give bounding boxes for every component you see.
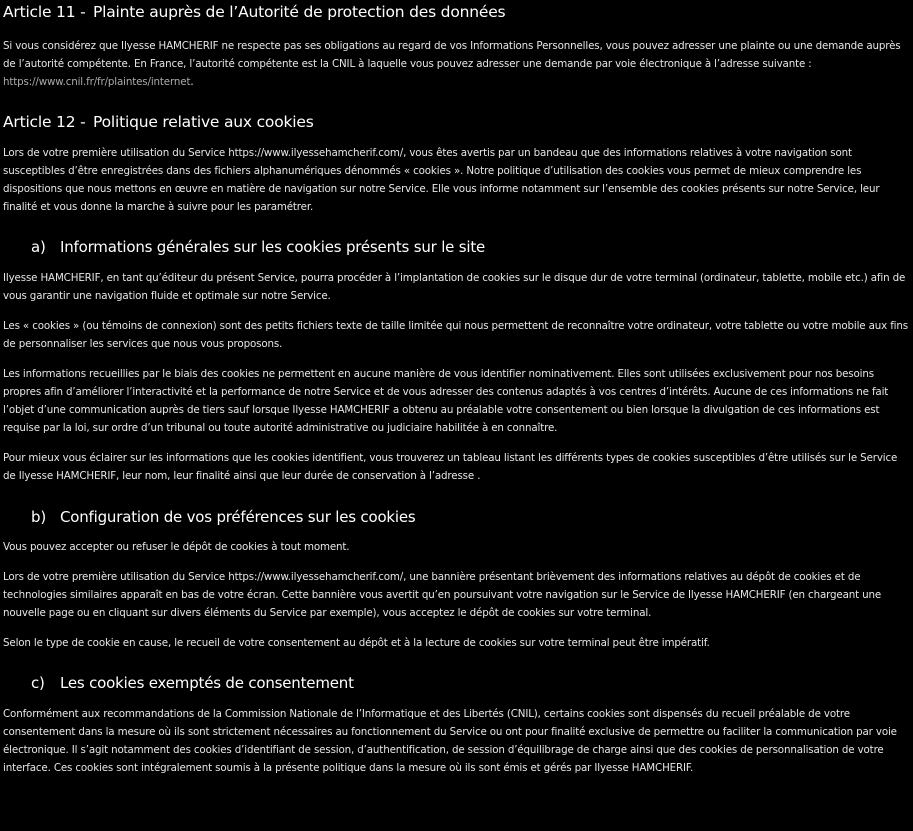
section-b-paragraph-3: Selon le type de cookie en cause, le recueil de votre consentement au dépôt et à la lecture de cookies sur votre terminal peut être impératif. [3, 637, 710, 649]
article-11-number: Article 11 - [3, 3, 86, 21]
section-b-title: Configuration de vos préférences sur les cookies [60, 508, 416, 526]
section-a-number: a) [31, 238, 46, 256]
legal-document [3, 1, 912, 777]
section-b-paragraph-1: Vous pouvez accepter ou refuser le dépôt de cookies à tout moment. [3, 541, 350, 553]
section-c-heading [3, 672, 912, 694]
article-11-text-end: . [190, 76, 194, 88]
section-a-paragraph-2: Les « cookies » (ou témoins de connexion) sont des petits fichiers texte de taille limitée qui nous permettent de reconnaître votre ordinateur, votre tablette ou votre mobile aux fins de personnaliser les services que nous vous proposons. [3, 320, 908, 350]
article-11-heading [3, 1, 912, 23]
article-12-heading [3, 111, 912, 133]
section-a-heading [3, 236, 912, 258]
cnil-complaint-link[interactable]: https://www.cnil.fr/fr/plaintes/internet [3, 76, 191, 88]
section-b-heading [3, 506, 912, 528]
section-b-paragraph-2: Lors de votre première utilisation du Service https://www.ilyessehamcherif.com/, une bannière présentant brièvement des informations relatives au dépôt de cookies et de technologies similaires apparaît en bas de votre écran. Cette bannière vous avertit qu’en poursuivant votre navigation sur le Service de Ilyesse HAMCHERIF (en chargeant une nouvelle page ou en cliquant sur divers éléments du Service par exemple), vous acceptez le dépôt de cookies sur votre terminal. [3, 571, 882, 619]
article-11-paragraph [3, 37, 912, 91]
section-a-title: Informations générales sur les cookies présents sur le site [60, 238, 486, 256]
article-12-number: Article 12 - [3, 113, 86, 131]
section-a-paragraph-4: Pour mieux vous éclairer sur les informations que les cookies identifient, vous trouverez un tableau listant les différents types de cookies susceptibles d’être utilisés sur le Service de Ilyesse HAMCHERIF, leur nom, leur finalité ainsi que leur durée de conservation à l’adresse . [3, 452, 898, 482]
article-12-paragraph: Lors de votre première utilisation du Service https://www.ilyessehamcherif.com/, vous êtes avertis par un bandeau que des informations relatives à votre navigation sont susceptibles d’être enregistrées dans des fichiers alphanumériques dénommés « cookies ». Notre politique d’utilisation des cookies vous permet de mieux comprendre les dispositions que nous mettons en œuvre en matière de navigation sur notre Service. Elle vous informe notamment sur l’ensemble des cookies présents sur notre Service, leur finalité et vous donne la marche à suivre pour les paramétrer. [3, 147, 880, 213]
article-11-text: Si vous considérez que Ilyesse HAMCHERIF ne respecte pas ses obligations au regard de vos Informations Personnelles, vous pouvez adresser une plainte ou une demande auprès de l’autorité compétente. En France, l’autorité compétente est la CNIL à laquelle vous pouvez adresser une demande par voie électronique à l’adresse suivante : [3, 40, 901, 70]
article-11-title: Plainte auprès de l’Autorité de protection des données [93, 3, 506, 21]
section-b-number: b) [31, 508, 46, 526]
article-12-title: Politique relative aux cookies [93, 113, 314, 131]
section-c-paragraph-1: Conformément aux recommandations de la Commission Nationale de l’Informatique et des Libertés (CNIL), certains cookies sont dispensés du recueil préalable de votre consentement dans la mesure où ils sont strictement nécessaires au fonctionnement du Service ou ont pour finalité exclusive de permettre ou faciliter la communication par voie électronique. Il s’agit notamment des cookies d’identifiant de session, d’authentification, de session d’équilibrage de charge ainsi que des cookies de personnalisation de votre interface. Ces cookies sont intégralement soumis à la présente politique dans la mesure où ils sont émis et gérés par Ilyesse HAMCHERIF. [3, 708, 897, 774]
section-a-paragraph-1: Ilyesse HAMCHERIF, en tant qu’éditeur du présent Service, pourra procéder à l’implantation de cookies sur le disque dur de votre terminal (ordinateur, tablette, mobile etc.) afin de vous garantir une navigation fluide et optimale sur notre Service. [3, 272, 906, 302]
section-c-title: Les cookies exemptés de consentement [60, 674, 354, 692]
section-a-paragraph-3: Les informations recueillies par le biais des cookies ne permettent en aucune manière de vous identifier nominativement. Elles sont utilisées exclusivement pour nos besoins propres afin d’améliorer l’interactivité et la performance de notre Service et de vous adresser des contenus adaptés à vos centres d’intérêts. Aucune de ces informations ne fait l’objet d’une communication auprès de tiers sauf lorsque Ilyesse HAMCHERIF a obtenu au préalable votre consentement ou bien lorsque la divulgation de ces informations est requise par la loi, sur ordre d’un tribunal ou toute autorité administrative ou judiciaire habilitée à en connaître. [3, 368, 889, 434]
section-c-number: c) [31, 674, 45, 692]
